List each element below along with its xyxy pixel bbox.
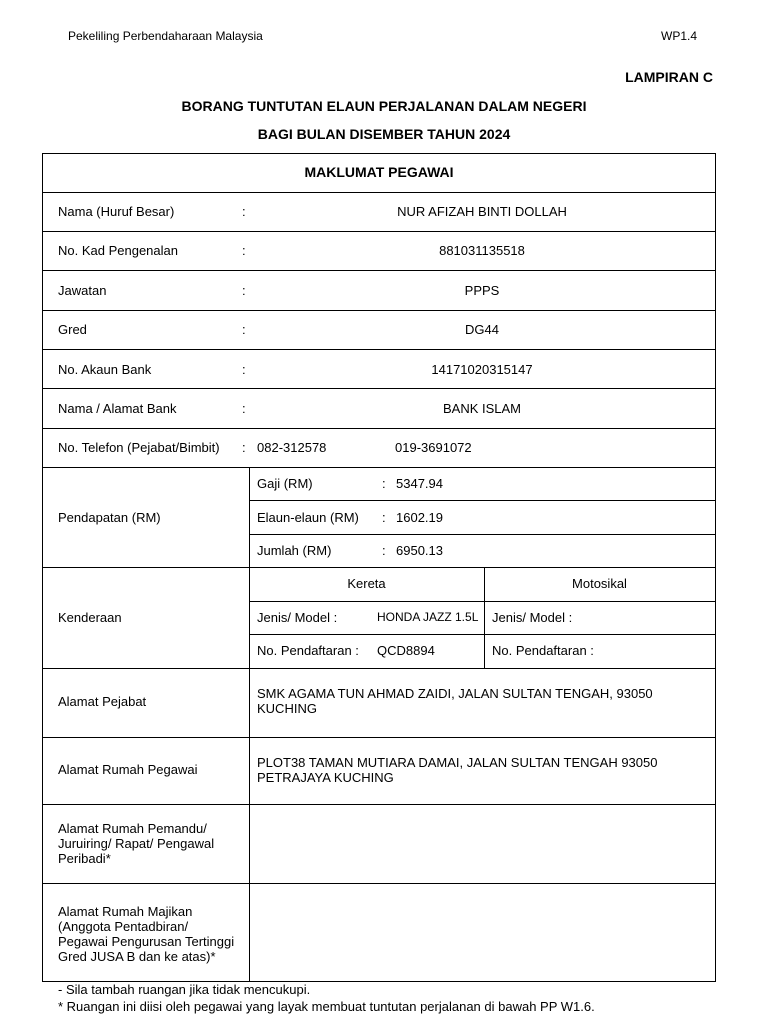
colon: : xyxy=(242,362,246,377)
row-divider xyxy=(43,467,715,468)
colon: : xyxy=(382,476,386,491)
mobile-phone-value: 019-3691072 xyxy=(395,440,472,455)
colon: : xyxy=(242,401,246,416)
motorcycle-model-label: Jenis/ Model : xyxy=(492,610,573,625)
office-address-line1: SMK AGAMA TUN AHMAD ZAIDI, JALAN SULTAN TENGAH, 93050 xyxy=(257,686,653,701)
name-label: Nama (Huruf Besar) xyxy=(58,204,175,219)
row-divider xyxy=(43,349,715,350)
row-divider xyxy=(43,737,715,738)
car-registration-label: No. Pendaftaran : xyxy=(257,643,359,658)
ic-value: 881031135518 xyxy=(439,243,525,258)
driver-address-label-line2: Juruiring/ Rapat/ Pengawal xyxy=(58,836,215,851)
office-address-line2: KUCHING xyxy=(257,701,317,716)
employer-address-field[interactable] xyxy=(250,884,714,981)
circular-name: Pekeliling Perbendaharaan Malaysia xyxy=(68,29,263,43)
car-model-label: Jenis/ Model : xyxy=(257,610,338,625)
row-divider xyxy=(43,310,715,311)
driver-address-label-line3: Peribadi* xyxy=(58,851,111,866)
section-heading: MAKLUMAT PEGAWAI xyxy=(304,164,454,180)
car-model-value: HONDA JAZZ 1.5L xyxy=(377,610,479,624)
row-divider xyxy=(43,668,715,669)
total-income-label: Jumlah (RM) xyxy=(257,543,332,558)
form-subtitle: BAGI BULAN DISEMBER TAHUN 2024 xyxy=(257,126,511,142)
vehicle-label: Kenderaan xyxy=(58,610,122,625)
colon: : xyxy=(242,283,246,298)
employer-address-label-line2: (Anggota Pentadbiran/ xyxy=(58,919,189,934)
home-address-line2: PETRAJAYA KUCHING xyxy=(257,770,394,785)
name-value: NUR AFIZAH BINTI DOLLAH xyxy=(397,204,567,219)
office-phone-value: 082-312578 xyxy=(257,440,327,455)
position-value: PPPS xyxy=(464,283,500,298)
row-divider xyxy=(43,192,715,193)
form-code: WP1.4 xyxy=(661,29,698,43)
salary-label: Gaji (RM) xyxy=(257,476,313,491)
motorcycle-header: Motosikal xyxy=(572,576,627,591)
employer-address-label-line1: Alamat Rumah Majikan xyxy=(58,904,193,919)
bank-name-value: BANK ISLAM xyxy=(442,401,522,416)
grade-value: DG44 xyxy=(465,322,499,337)
footnote-eligibility: * Ruangan ini diisi oleh pegawai yang layak membuat tuntutan perjalanan di bawah PP W1.6. xyxy=(58,999,595,1014)
row-divider xyxy=(249,500,715,501)
form-title: BORANG TUNTUTAN ELAUN PERJALANAN DALAM NEGERI xyxy=(181,98,587,114)
ic-label: No. Kad Pengenalan xyxy=(58,243,178,258)
position-label: Jawatan xyxy=(58,283,107,298)
car-registration-value: QCD8894 xyxy=(377,643,435,658)
grade-label: Gred xyxy=(58,322,87,337)
row-divider xyxy=(43,388,715,389)
employer-address-label-line4: Gred JUSA B dan ke atas)* xyxy=(58,949,216,964)
employer-address-label-line3: Pegawai Pengurusan Tertinggi xyxy=(58,934,235,949)
salary-value: 5347.94 xyxy=(396,476,443,491)
total-income-value: 6950.13 xyxy=(396,543,443,558)
allowance-value: 1602.19 xyxy=(396,510,443,525)
bank-account-label: No. Akaun Bank xyxy=(58,362,152,377)
footnote-add-rows: - Sila tambah ruangan jika tidak mencukupi. xyxy=(58,982,311,997)
row-divider xyxy=(249,534,715,535)
row-divider xyxy=(249,634,715,635)
row-divider xyxy=(249,601,715,602)
colon: : xyxy=(382,543,386,558)
colon: : xyxy=(382,510,386,525)
phone-label: No. Telefon (Pejabat/Bimbit) xyxy=(58,440,220,455)
bank-name-label: Nama / Alamat Bank xyxy=(58,401,177,416)
appendix-label: LAMPIRAN C xyxy=(625,69,713,85)
driver-address-field[interactable] xyxy=(250,805,714,882)
officer-info-table xyxy=(42,153,716,982)
colon: : xyxy=(242,243,246,258)
colon: : xyxy=(242,204,246,219)
allowance-label: Elaun-elaun (RM) xyxy=(257,510,359,525)
income-label: Pendapatan (RM) xyxy=(58,510,161,525)
row-divider xyxy=(43,428,715,429)
motorcycle-registration-label: No. Pendaftaran : xyxy=(492,643,594,658)
home-address-label: Alamat Rumah Pegawai xyxy=(58,762,198,777)
colon: : xyxy=(242,322,246,337)
car-header: Kereta xyxy=(347,576,386,591)
row-divider xyxy=(43,270,715,271)
home-address-line1: PLOT38 TAMAN MUTIARA DAMAI, JALAN SULTAN TENGAH 93050 xyxy=(257,755,658,770)
row-divider xyxy=(43,567,715,568)
colon: : xyxy=(242,440,246,455)
row-divider xyxy=(43,231,715,232)
bank-account-value: 14171020315147 xyxy=(431,362,533,377)
office-address-label: Alamat Pejabat xyxy=(58,694,147,709)
driver-address-label-line1: Alamat Rumah Pemandu/ xyxy=(58,821,207,836)
